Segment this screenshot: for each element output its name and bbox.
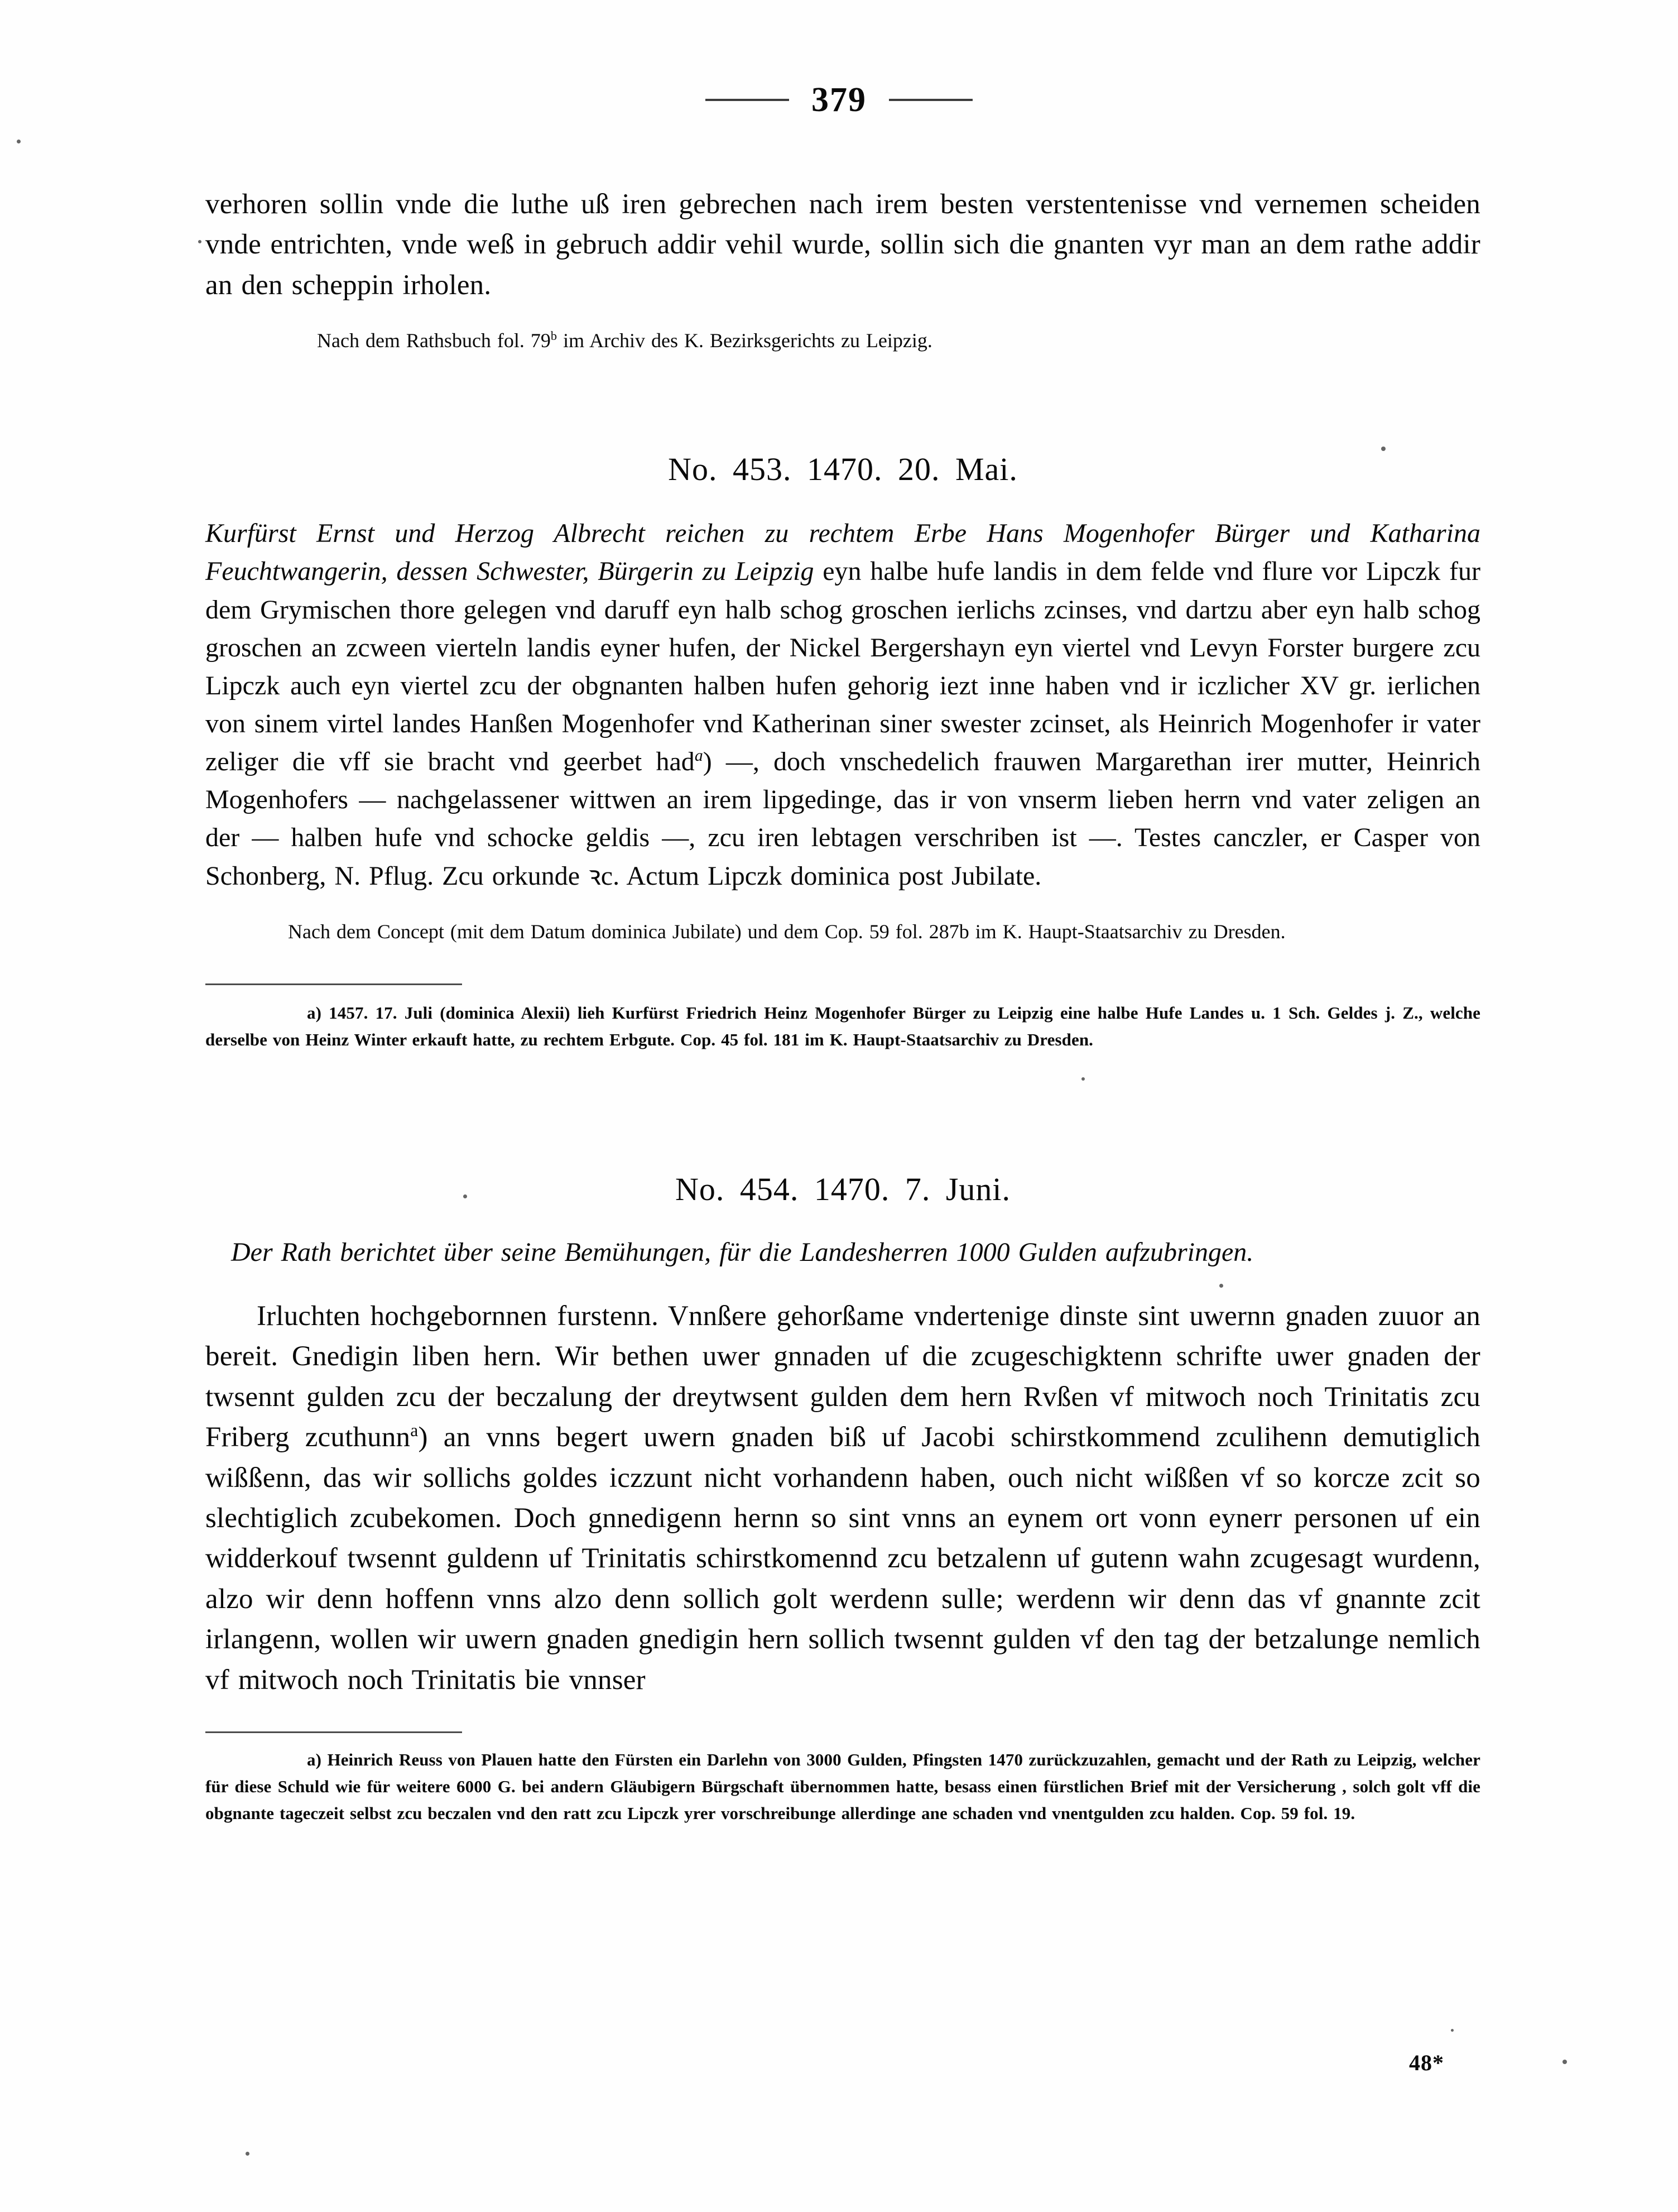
scan-speck	[1451, 2029, 1454, 2032]
footnote-separator-453	[205, 983, 462, 985]
signature-mark: 48*	[1409, 2050, 1444, 2075]
page-number: 379	[811, 81, 867, 119]
document-regest-453	[205, 515, 1480, 895]
document-regest-454: Der Rath berichtet über seine Bemühungen, für die Landesherren 1000 Gulden aufzubringen.	[231, 1237, 1254, 1267]
regest-italic-453: Kurfürst Ernst und Herzog Albrecht reichen zu rechtem Erbe Hans Mogenhofer Bürger und Katharina Feuchtwangerin, dessen Schwester, Bürgerin zu Leipzig	[205, 519, 1480, 587]
continued-source-superscript: b	[550, 329, 557, 343]
scan-speck	[1562, 2060, 1567, 2064]
footnote-marker-453: a	[694, 746, 703, 765]
document-body-453-part1: eyn halbe hufe landis in dem felde vnd flure vor Lipczk fur dem Grymischen thore gelegen vnd daruff eyn halb schog groschen ierlichs zcinses, vnd dartzu aber eyn halb schog groschen an zcween vierteln landis eyner hufen, der Nickel Bergershayn eyn viertel vnd Levyn Forster burgere zcu Lipczk auch eyn viertel zcu der obgnanten halben hufen gehorig iezt inne haben vnd ir iczlicher XV gr. ierlichen von sinem virtel landes Hanßen Mogenhofer vnd Katherinan siner swester zcinset, als Heinrich Mogenhofer ir vater zeliger die vff sie bracht vnd geerbet had	[205, 556, 1480, 777]
scan-speck	[17, 140, 21, 143]
text-column	[205, 0, 1480, 1827]
continued-paragraph: verhoren sollin vnde die luthe uß iren gebrechen nach irem besten verstentenisse vnd vernemen scheiden vnde entrichten, vnde weß in gebruch addir vehil wurde, sollin sich die gnanten vyr man an dem rathe addir an den scheppin irholen.	[205, 189, 1480, 301]
footnote-marker-454: a	[410, 1421, 419, 1441]
document-heading-454: No. 454. 1470. 7. Juni.	[675, 1170, 1011, 1207]
footnote-453-a: a) 1457. 17. Juli (dominica Alexii) lieh Kurfürst Friedrich Heinz Mogenhofer Bürger zu Leipzig eine halbe Hufe Landes u. 1 Sch. Geldes j. Z., welche derselbe von Heinz Winter erkauft hatte, zu rechtem Erbgute. Cop. 45 fol. 181 im K. Haupt-Staatsarchiv zu Dresden.	[205, 1002, 1480, 1049]
continued-source-text: Nach dem Rathsbuch fol. 79	[317, 329, 551, 352]
document-body-454-part1: Irluchten hochgebornnen furstenn. Vnnßere gehorßame vndertenige dinste sint uwernn gnaden zuuor an bereit. Gnedigin liben hern. Wir bethen uwer gnnaden uf die zcugeschigktenn schrifte uwer gnaden der twsennt gulden zcu der beczalung der dreytwsent gulden dem hern Rvßen vf mitwoch noch Trinitatis zcu Friberg zcuthunn	[205, 1301, 1480, 1453]
scan-speck	[1219, 1284, 1223, 1288]
scan-speck	[1381, 447, 1386, 451]
continued-source-tail: im Archiv des K. Bezirksgerichts zu Leipzig.	[557, 329, 932, 352]
scan-speck	[198, 240, 201, 243]
scan-speck	[1081, 1077, 1085, 1081]
footnote-separator-454	[205, 1731, 462, 1733]
scan-speck	[246, 2152, 249, 2156]
source-note-453: Nach dem Concept (mit dem Datum dominica Jubilate) und dem Cop. 59 fol. 287b im K. Haupt-Staatsarchiv zu Dresden.	[288, 920, 1286, 943]
footnote-454-a: a) Heinrich Reuss von Plauen hatte den Fürsten ein Darlehn von 3000 Gulden, Pfingsten 1470 zurückzuzahlen, gemacht und der Rath zu Leipzig, welcher für diese Schuld wie für weitere 6000 G. bei andern Gläubigern Bürgschaft übernommen hatte, besass einen fürstlichen Brief mit der Versicherung , solch golt vff die obgnante tageczeit selbst zcu beczalen vnd den ratt zcu Lipczk yrer vorschreibunge allerdinge ane schaden vnd vnentgulden zcu halden. Cop. 59 fol. 19.	[205, 1750, 1480, 1824]
document-body-453-part2: ) —, doch vnschedelich frauwen Margarethan irer mutter, Heinrich Mogenhofers — nachgelassener wittwen an irem lipgedinge, das ir von vnserm lieben herrn vnd vater zeligen an der — halben hufe vnd schocke geldis —, zcu iren lebtagen verschriben ist —. Testes canczler, er Casper von Schonberg, N. Pflug. Zcu orkunde ꝛc. Actum Lipczk dominica post Jubilate.	[205, 747, 1480, 891]
document-heading-453: No. 453. 1470. 20. Mai.	[668, 451, 1018, 488]
scan-speck	[463, 1194, 467, 1198]
document-body-454-part2: ) an vnns begert uwern gnaden biß uf Jacobi schirstkommend zculihenn demutiglich wißßenn, das wir sollichs goldes iczzunt nicht vorhandenn haben, ouch nicht wißßen vf so korcze zcit so slechtiglich zcubekomen. Doch gnnedigenn hernn so sint vnns an eynem ort vonn eynerr personen uf ein widderkouf twsennt guldenn uf Trinitatis schirstkomennd zcu betzalenn uf gutenn wahn zcugesagt wurdenn, alzo wir denn hoffenn vnns alzo denn sollich golt werdenn sulle; werdenn wir denn das vf gnannte zcit irlangenn, wollen wir uwern gnaden gnedigin hern sollich twsennt gulden vf den tag der betzalunge nemlich vf mitwoch noch Trinitatis bie vnnser	[205, 1422, 1480, 1696]
document-body-454	[205, 1296, 1480, 1700]
continued-source-note	[205, 325, 1480, 356]
